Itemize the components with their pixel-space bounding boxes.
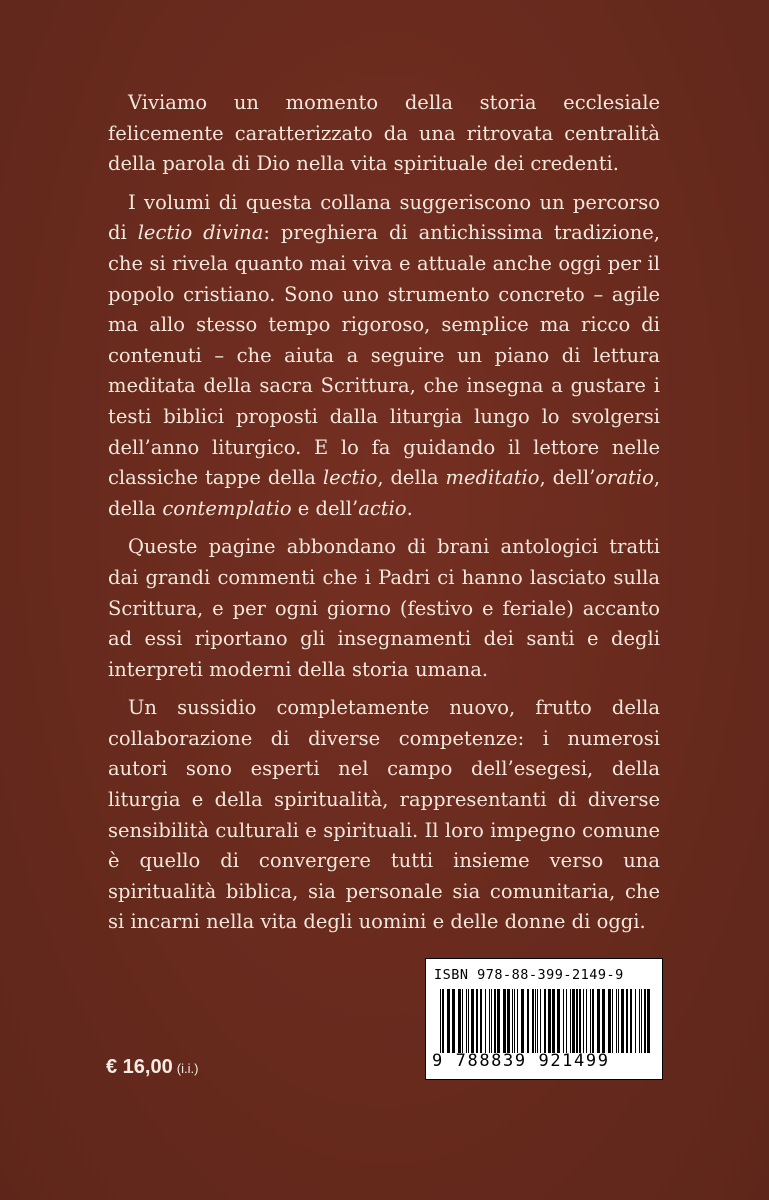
barcode-bar <box>563 989 564 1053</box>
barcode-bar <box>494 989 496 1053</box>
barcode-bar <box>570 989 571 1053</box>
barcode-bar <box>566 989 567 1053</box>
barcode-bar <box>452 989 455 1053</box>
barcode-bar <box>540 989 541 1053</box>
italic-term: lectio <box>322 466 378 490</box>
barcode-bar <box>480 989 482 1053</box>
barcode-bar <box>512 989 513 1053</box>
barcode-bar <box>647 989 650 1053</box>
barcode-bar <box>557 989 560 1053</box>
barcode-bar <box>503 989 506 1053</box>
barcode-bar <box>532 989 534 1053</box>
barcode-bar <box>572 989 575 1053</box>
barcode-bar <box>471 989 474 1053</box>
italic-term: actio <box>358 496 407 520</box>
barcode-bar <box>447 989 450 1053</box>
paragraph-4: Un sussidio completamente nuovo, frutto della collaborazione di diverse competenze: i numerosi autori sono esperti nel campo dell’esegesi, della liturgia e della spiritualità, rappresentanti di diverse sensibilità culturali e spirituali. Il loro impegno comune è quello di convergere tutti insieme verso una spiritualità biblica, sia personale sia comunitaria, che si incarni nella vita degli uomini e delle donne di oggi. <box>108 696 660 934</box>
barcode-bar <box>621 989 624 1053</box>
barcode-bar <box>626 989 628 1053</box>
paragraph-2: I volumi di questa collana suggeriscono un percorso di lectio divina: preghiera di antichissima tradizione, che si rivela quanto mai viva e attuale anche oggi per il popolo cristiano. Sono uno strumento concreto – agile ma allo stesso tempo rigoroso, semplice ma ricco di contenuti – che aiuta a seguire un piano di lettura meditata della sacra Scrittura, che insegna a gustare i testi biblici proposti dalla liturgia lungo lo svolgersi dell’anno liturgico. E lo fa guidando il lettore nelle classiche tappe della lectio, della meditatio, dell’oratio, della contemplatio e dell’actio. <box>108 190 661 520</box>
paragraph-3: Queste pagine abbondano di brani antologici tratti dai grandi commenti che i Padri ci hanno lasciato sulla Scrittura, e per ogni giorno (festivo e feriale) accanto ad essi riportano gli insegnamenti dei santi e degli interpreti moderni della storia umana. <box>108 535 660 681</box>
italic-term: lectio divina <box>137 221 264 245</box>
barcode-bar <box>590 989 591 1053</box>
barcode-bar <box>514 989 515 1053</box>
italic-term: contemplatio <box>162 496 292 520</box>
barcode-bar <box>552 989 555 1053</box>
barcode-bar <box>630 989 632 1053</box>
barcode-bar <box>597 989 600 1053</box>
barcode-bar <box>616 989 617 1053</box>
barcode-bar <box>440 989 441 1053</box>
barcode-bar <box>635 989 636 1053</box>
barcode-digits: 9 788839 921499 <box>432 1051 610 1071</box>
barcode-bar <box>583 989 584 1053</box>
price-amount: € 16,00 <box>106 1056 173 1078</box>
barcode-bar <box>641 989 642 1053</box>
barcode-bar <box>462 989 463 1053</box>
isbn-barcode <box>425 958 663 1080</box>
barcode-bar <box>468 989 469 1053</box>
barcode-bar <box>491 989 492 1053</box>
barcode-bar <box>592 989 594 1053</box>
barcode-bar <box>476 989 478 1053</box>
barcode-bar <box>548 989 551 1053</box>
barcode-bar <box>521 989 524 1053</box>
italic-term: meditatio <box>445 466 540 490</box>
barcode-bar <box>608 989 611 1053</box>
barcode-bars <box>440 989 650 1053</box>
back-cover-text <box>108 88 660 946</box>
paragraph-1: Viviamo un momento della storia ecclesiale felicemente caratterizzato da una ritrovata centralità della parola di Dio nella vita spirituale dei credenti. <box>108 91 660 176</box>
barcode-bar <box>507 989 510 1053</box>
barcode-bar <box>535 989 536 1053</box>
barcode-bar <box>497 989 500 1053</box>
price-note: (i.i.) <box>176 1061 199 1076</box>
barcode-bar <box>442 989 444 1053</box>
barcode-bar <box>537 989 538 1053</box>
barcode-bar <box>639 989 640 1053</box>
barcode-bar <box>466 989 467 1053</box>
barcode-bar <box>458 989 461 1053</box>
barcode-bar <box>489 989 490 1053</box>
price <box>106 1056 198 1079</box>
barcode-bar <box>602 989 605 1053</box>
barcode-bar <box>544 989 546 1053</box>
barcode-bar <box>517 989 518 1053</box>
barcode-bar <box>612 989 613 1053</box>
barcode-bar <box>527 989 529 1053</box>
barcode-bar <box>485 989 486 1053</box>
barcode-bar <box>576 989 578 1053</box>
barcode-bar <box>586 989 587 1053</box>
barcode-bar <box>618 989 619 1053</box>
isbn-label: ISBN 978-88-399-2149-9 <box>434 967 624 983</box>
barcode-bar <box>579 989 581 1053</box>
italic-term: oratio <box>595 466 654 490</box>
barcode-bar <box>644 989 646 1053</box>
